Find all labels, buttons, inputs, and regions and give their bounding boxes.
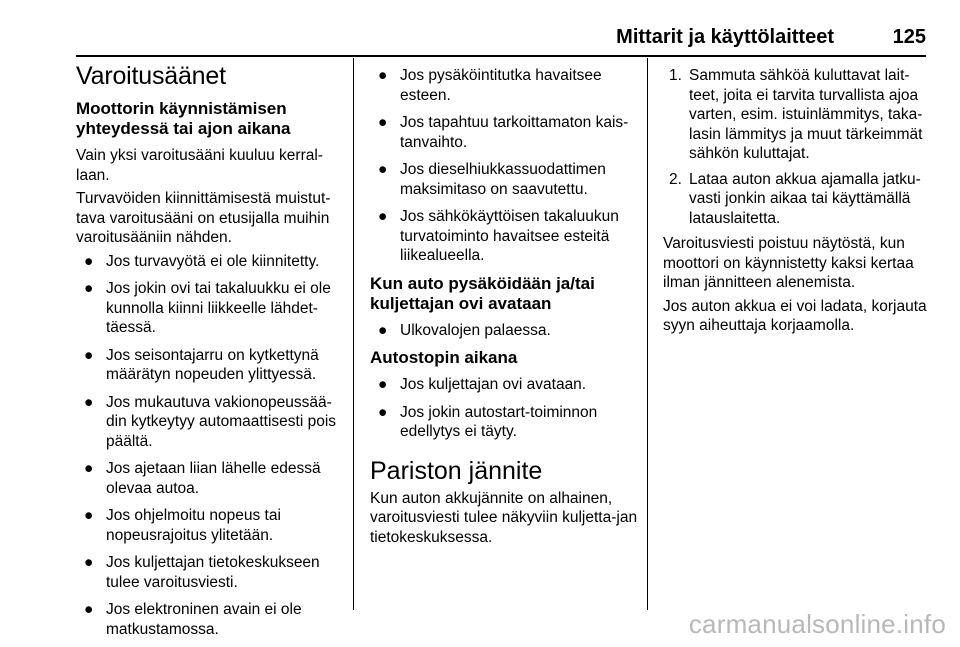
column-right xyxy=(663,58,928,340)
list-item: ● Jos pysäköintitutka havaitsee esteen. xyxy=(378,67,602,104)
list-item: ● Jos dieselhiukkassuodattimen maksimitaso on saavutettu. xyxy=(378,161,606,198)
list-item: ● Jos turvavyötä ei ole kiinnitetty. xyxy=(84,252,320,270)
page-number: 125 xyxy=(892,26,926,48)
bullet-icon: ● xyxy=(84,252,94,270)
list-item: 1. Sammuta sähköä kuluttavat lait-teet, joita ei tarvita turvallista ajoa varten, esim. istuinlämmitys, taka-lasin lämmitys ja muut tärkeimmät sähkön kuluttajat. xyxy=(669,67,923,162)
subheading-engine-start: Moottorin käynnistämisen yhteydessä tai ajon aikana xyxy=(76,99,291,138)
paragraph: Jos auton akkua ei voi ladata, korjauta syyn aiheuttaja korjaamolla. xyxy=(663,297,927,334)
column-divider xyxy=(647,58,648,610)
column-divider xyxy=(353,58,354,610)
bullet-icon: ● xyxy=(84,393,94,411)
heading-warning-chimes: Varoitusäänet xyxy=(76,62,226,90)
list-item: ● Jos jokin ovi tai takaluukku ei ole kunnolla kiinni liikkeelle lähdet-täessä. xyxy=(84,280,331,336)
subheading-autostop: Autostopin aikana xyxy=(370,348,518,367)
list-item: ● Jos kuljettajan ovi avataan. xyxy=(378,376,587,393)
list-item: ● Jos elektroninen avain ei ole matkustamossa. xyxy=(84,601,302,638)
list-item: ● Jos tapahtuu tarkoittamaton kais-tanvaihto. xyxy=(378,114,629,151)
bullet-list xyxy=(370,375,640,442)
paragraph: Varoitusviesti poistuu näytöstä, kun moottori on käynnistetty kaksi kertaa ilman jännitteen alenemista. xyxy=(663,235,914,291)
bullet-icon: ● xyxy=(84,554,94,571)
bullet-icon: ● xyxy=(84,346,94,364)
paragraph: Vain yksi varoitusääni kuuluu kerral-laan. xyxy=(76,147,323,184)
list-item: ● Jos ohjelmoitu nopeus tai nopeusrajoitus ylitetään. xyxy=(84,507,281,544)
bullet-icon: ● xyxy=(84,460,94,477)
list-item: ● Jos kuljettajan tietokeskukseen tulee varoitusviesti. xyxy=(84,554,320,591)
bullet-list xyxy=(370,66,640,266)
bullet-list xyxy=(370,321,640,341)
paragraph: Kun auton akkujännite on alhainen, varoitusviesti tulee näkyviin kuljetta-jan tietokeskuksessa. xyxy=(370,489,638,546)
list-item: ● Ulkovalojen palaessa. xyxy=(378,321,551,339)
bullet-icon: ● xyxy=(378,208,388,225)
bullet-icon: ● xyxy=(84,507,94,524)
bullet-icon: ● xyxy=(84,601,94,618)
list-item: ● Jos jokin autostart-toiminnon edellytys ei täyty. xyxy=(378,403,598,440)
paragraph: Turvavöiden kiinnittämisestä muistut-tava varoitusääni on etusijalla muihin varoitusääniin nähden. xyxy=(76,190,331,246)
list-item: ● Jos mukautuva vakionopeussää-din kytkeytyy automaattisesti pois päältä. xyxy=(84,393,337,450)
page-header xyxy=(76,26,926,56)
subheading-parked: Kun auto pysäköidään ja/tai kuljettajan ovi avataan xyxy=(370,273,595,313)
column-middle xyxy=(370,58,640,551)
header-rule xyxy=(76,55,926,57)
section-title: Mittarit ja käyttölaitteet xyxy=(616,26,834,48)
bullet-icon: ● xyxy=(378,321,388,339)
list-item: ● Jos sähkökäyttöisen takaluukun turvatoiminto havaitsee esteitä liikealueella. xyxy=(378,208,619,264)
bullet-icon: ● xyxy=(378,114,388,131)
watermark: carmanualsonline.info xyxy=(688,609,946,639)
bullet-icon: ● xyxy=(378,161,388,178)
column-left xyxy=(76,58,348,647)
list-item: ● Jos seisontajarru on kytkettynä määrätyn nopeuden ylittyessä. xyxy=(84,346,319,383)
list-item: ● Jos ajetaan liian lähelle edessä olevaa autoa. xyxy=(84,460,321,497)
list-item: 2. Lataa auton akkua ajamalla jatku-vasti jonkin aikaa tai käyttämällä latauslaitetta. xyxy=(669,170,921,227)
numbered-list xyxy=(663,66,928,228)
bullet-icon: ● xyxy=(378,403,388,421)
bullet-icon: ● xyxy=(378,67,388,84)
bullet-icon: ● xyxy=(84,280,94,297)
bullet-list xyxy=(76,252,348,640)
heading-battery-voltage: Pariston jännite xyxy=(370,456,543,485)
bullet-icon: ● xyxy=(378,376,388,393)
